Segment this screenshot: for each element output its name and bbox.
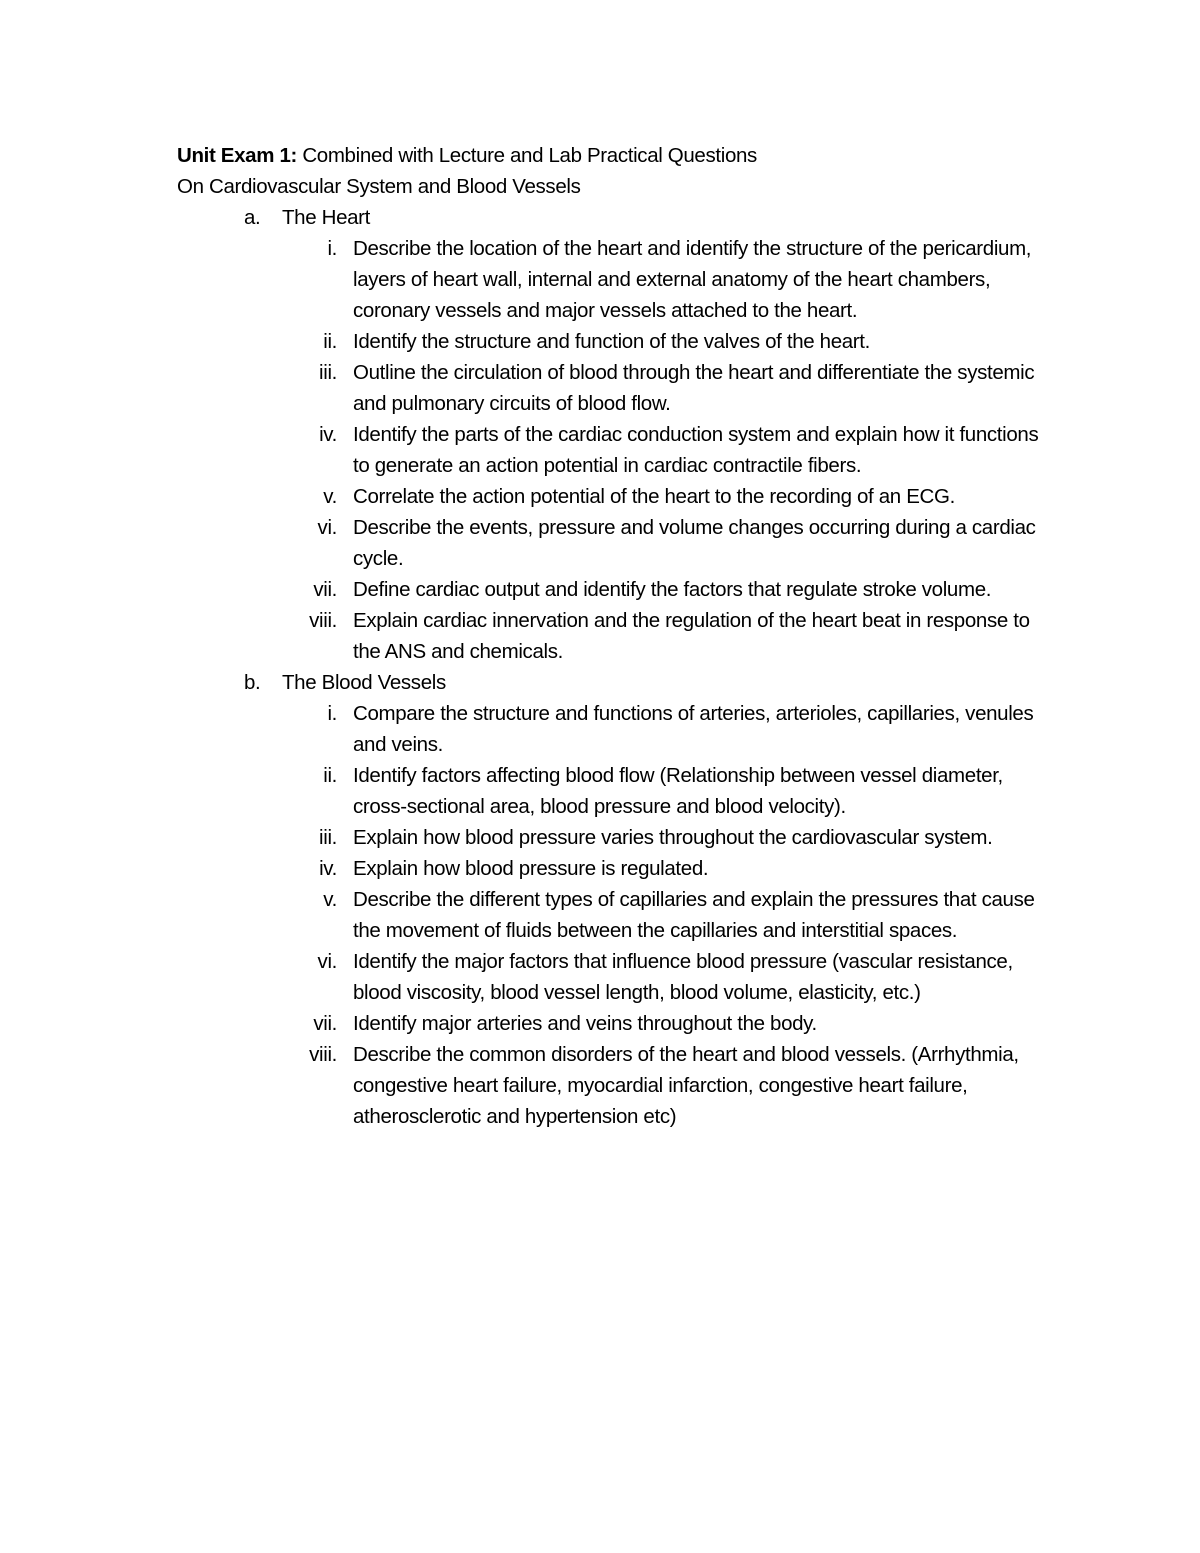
item-text: Identify the major factors that influence blood pressure (vascular resistance, blood viscosity, blood vessel length, blood volume, elasticity, etc.) (353, 950, 1013, 1004)
item-text: Explain how blood pressure is regulated. (353, 857, 709, 880)
item-text: Explain how blood pressure varies throughout the cardiovascular system. (353, 826, 993, 849)
list-item (177, 357, 1053, 419)
item-text: Describe the events, pressure and volume changes occurring during a cardiac cycle. (353, 516, 1036, 570)
item-marker: v. (323, 485, 337, 508)
section-heading: The Heart (282, 206, 370, 229)
section-heading-row (244, 202, 1077, 233)
list-item (177, 419, 1053, 481)
list-item (177, 884, 1053, 946)
item-marker: viii. (309, 609, 337, 632)
blood-vessel-items (177, 698, 1077, 1132)
item-text: Describe the different types of capillaries and explain the pressures that cause the movement of fluids between the capillaries and interstitial spaces. (353, 888, 1035, 942)
document-title (177, 140, 1077, 171)
heart-items (177, 233, 1077, 667)
section-marker: a. (244, 206, 261, 229)
list-item (177, 1008, 1053, 1039)
list-item (177, 698, 1053, 760)
item-marker: i. (327, 702, 337, 725)
item-text: Explain cardiac innervation and the regulation of the heart beat in response to the ANS and chemicals. (353, 609, 1030, 663)
document-content (177, 140, 1077, 1132)
item-text: Describe the location of the heart and identify the structure of the pericardium, layers of heart wall, internal and external anatomy of the heart chambers, coronary vessels and major vessels attached to the heart. (353, 237, 1032, 322)
item-text: Identify the parts of the cardiac conduction system and explain how it functions to generate an action potential in cardiac contractile fibers. (353, 423, 1039, 477)
item-marker: ii. (323, 764, 337, 787)
item-text: Identify major arteries and veins throughout the body. (353, 1012, 817, 1035)
item-text: Outline the circulation of blood through the heart and differentiate the systemic and pulmonary circuits of blood flow. (353, 361, 1035, 415)
title-bold-text: Unit Exam 1: (177, 144, 297, 167)
item-marker: iv. (319, 423, 337, 446)
item-marker: i. (327, 237, 337, 260)
item-text: Correlate the action potential of the heart to the recording of an ECG. (353, 485, 955, 508)
list-item (177, 1039, 1053, 1132)
title-rest-text: Combined with Lecture and Lab Practical Questions (296, 144, 757, 167)
list-item (177, 605, 1053, 667)
section-marker: b. (244, 671, 261, 694)
list-item (177, 853, 1053, 884)
item-marker: vi. (317, 516, 337, 539)
item-marker: iv. (319, 857, 337, 880)
list-item (177, 512, 1053, 574)
item-marker: viii. (309, 1043, 337, 1066)
item-marker: v. (323, 888, 337, 911)
document-subtitle: On Cardiovascular System and Blood Vessels (177, 175, 581, 198)
item-text: Identify the structure and function of the valves of the heart. (353, 330, 870, 353)
section-heart (177, 202, 1077, 233)
list-item (177, 326, 1053, 357)
section-heading-row (244, 667, 1077, 698)
item-text: Identify factors affecting blood flow (Relationship between vessel diameter, cross-sectional area, blood pressure and blood velocity). (353, 764, 1003, 818)
item-marker: iii. (319, 361, 337, 384)
list-item (177, 574, 1053, 605)
item-text: Define cardiac output and identify the factors that regulate stroke volume. (353, 578, 992, 601)
item-marker: iii. (319, 826, 337, 849)
item-text: Compare the structure and functions of arteries, arterioles, capillaries, venules and veins. (353, 702, 1034, 756)
section-heading: The Blood Vessels (282, 671, 446, 694)
item-marker: vii. (313, 578, 337, 601)
list-item (177, 760, 1053, 822)
section-blood-vessels (177, 667, 1077, 698)
item-marker: vii. (313, 1012, 337, 1035)
list-item (177, 481, 1053, 512)
item-marker: vi. (317, 950, 337, 973)
list-item (177, 233, 1053, 326)
item-text: Describe the common disorders of the heart and blood vessels. (Arrhythmia, congestive heart failure, myocardial infarction, congestive heart failure, atherosclerotic and hypertension etc) (353, 1043, 1019, 1128)
item-marker: ii. (323, 330, 337, 353)
list-item (177, 822, 1053, 853)
list-item (177, 946, 1053, 1008)
